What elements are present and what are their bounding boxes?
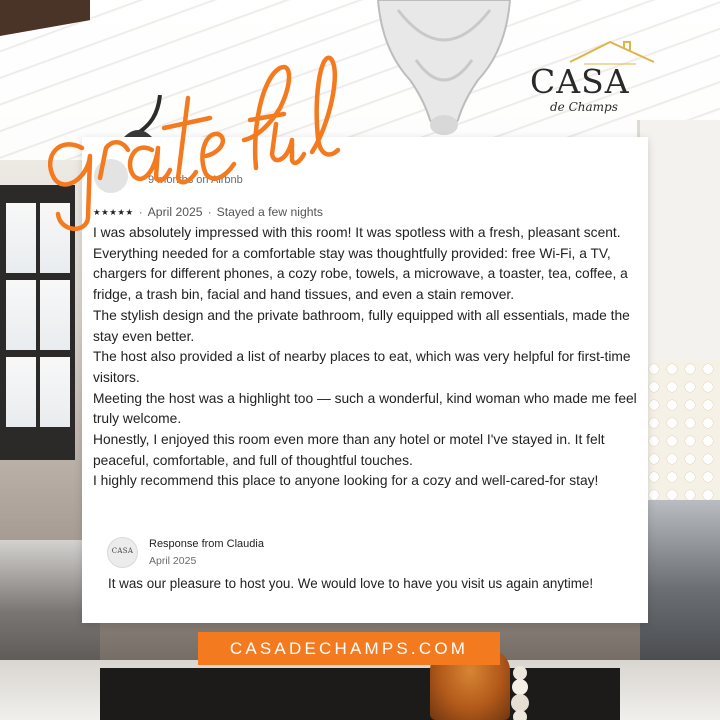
review-paragraph: The stylish design and the private bathroom, fully equipped with all essentials, made the stay even better. — [93, 307, 630, 344]
website-link-button[interactable]: CASADECHAMPS.COM — [198, 632, 500, 665]
white-cabinet — [637, 120, 720, 380]
review-body — [93, 223, 648, 492]
kitchen-window — [0, 185, 75, 460]
rating-row: ★★★★★ · April 2025 · Stayed a few nights — [93, 205, 323, 219]
island-cabinet — [100, 668, 620, 720]
review-paragraph: Honestly, I enjoyed this room even more than any hotel or motel I've stayed in. It felt peaceful, comfortable, and full of thoughtful touches. — [93, 432, 605, 468]
review-card — [82, 137, 648, 623]
reviewer-avatar — [94, 159, 128, 193]
host-avatar — [107, 537, 138, 568]
casa-de-champs-logo — [526, 38, 660, 128]
response-text: It was our pleasure to host you. We would love to have you visit us again anytime! — [108, 576, 594, 591]
response-date: April 2025 — [149, 555, 197, 567]
star-rating-icon: ★★★★★ — [93, 207, 134, 217]
glass-pendant-light-icon — [368, 0, 520, 142]
stay-length: Stayed a few nights — [216, 205, 323, 219]
reviewer-tenure: 9 months on Airbnb — [148, 174, 243, 186]
review-paragraph: The host also provided a list of nearby places to eat, which was very helpful for first-time visitors. — [93, 349, 631, 385]
review-paragraph: I highly recommend this place to anyone looking for a cozy and well-cared-for stay! — [93, 473, 599, 489]
host-avatar-logo: CASA — [111, 547, 134, 555]
review-date: April 2025 — [147, 205, 203, 219]
response-title: Response from Claudia — [149, 538, 264, 550]
logo-wordmark: CASA — [530, 62, 630, 101]
logo-subtitle: de Champs — [550, 100, 618, 114]
review-paragraph: I was absolutely impressed with this room! It was spotless with a fresh, pleasant scent. Everything needed for a comfortable stay was thoughtfully provided: free Wi-Fi, a TV, chargers for different phones, a cozy robe, towels, a microwave, a toaster, tea, coffee, a fridge, a trash bin, facial and hand tissues, and even a stain remover. — [93, 225, 628, 303]
wood-bead-garland-icon — [498, 665, 542, 720]
hexagon-tile-backsplash — [645, 360, 720, 510]
review-paragraph: Meeting the host was a highlight too — such a wonderful, kind woman who made me feel truly welcome. — [93, 390, 637, 427]
